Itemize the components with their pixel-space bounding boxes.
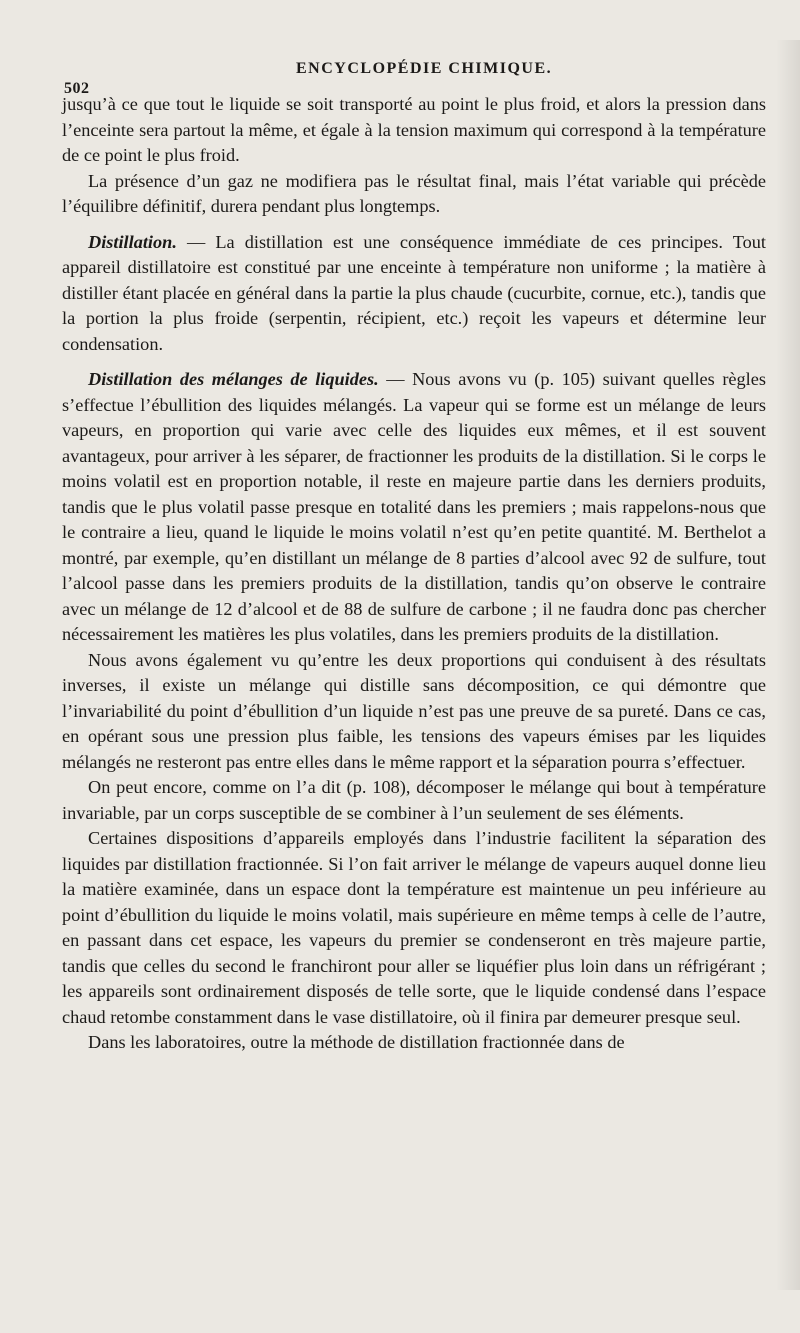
section-title: Distillation.: [88, 231, 177, 252]
section-distillation: Distillation. — La distillation est une conséquence immédiate de ces principes. Tout appareil distillatoire est constitué par une enceinte à température non uniforme ; la matière à distiller étant placée en général dans la partie la plus chaude (cucurbite, cornue, etc.), tandis que la portion la plus froide (serpentin, récipient, etc.) reçoit les vapeurs et détermine leur condensation.: [62, 231, 766, 354]
section-title: Distillation des mélanges de liquides.: [88, 369, 379, 389]
paragraph: On peut encore, comme on l’a dit (p. 108), décomposer le mélange qui bout à température invariable, par un corps susceptible de se combiner à l’un seulement de ses éléments.: [62, 777, 766, 823]
body-text: [62, 92, 766, 1056]
section-distillation-melanges: Distillation des mélanges de liquides. — Nous avons vu (p. 105) suivant quelles règles s’effectue l’ébullition des liquides mélangés. La vapeur qui se forme est un mélange de leurs vapeurs, en proportion qui varie avec celle des liquides eux mêmes, et il est souvent avantageux, pour arriver à les séparer, de fractionner les produits de la distillation. Si le corps le moins volatil est en proportion notable, il reste en majeure partie dans les derniers produits, tandis que le plus volatil passe presque en totalité dans les premiers ; mais rappelons-nous que le contraire a lieu, quand le liquide le moins volatil n’est qu’en petite quantité. M. Berthelot a montré, par exemple, qu’en distillant un mélange de 8 parties d’alcool avec 92 de sulfure, tout l’alcool passe dans les premiers produits de la distillation, tandis qu’on observe le contraire avec un mélange de 12 d’alcool et de 88 de sulfure de carbone ; il ne faudra donc pas chercher nécessairement les matières les plus volatiles, dans les premiers produits de la distillation.: [62, 369, 766, 644]
page-number: 502: [64, 80, 90, 97]
paragraph: La présence d’un gaz ne modifiera pas le résultat final, mais l’état variable qui précède l’équilibre définitif, durera pendant plus longtemps.: [62, 170, 766, 216]
paragraph-continuation: jusqu’à ce que tout le liquide se soit transporté au point le plus froid, et alors la pression dans l’enceinte sera partout la même, et égale à la tension maximum qui correspond à la température de ce point le plus froid.: [62, 94, 766, 165]
paragraph: Dans les laboratoires, outre la méthode de distillation fractionnée dans de: [88, 1032, 625, 1052]
paragraph: Certaines dispositions d’appareils employés dans l’industrie facilitent la séparation des liquides par distillation fractionnée. Si l’on fait arriver le mélange de vapeurs auquel donne lieu la matière examinée, dans un espace dont la température est maintenue un peu inférieure au point d’ébullition du liquide le moins volatil, mais supérieure en même temps à celle de l’autre, en passant dans cet espace, les vapeurs du premier se condenseront en très majeure partie, tandis que celles du second le franchiront pour aller se liquéfier plus loin dans un réfrigérant ; les appareils sont ordinairement disposés de telle sorte, que le liquide condensé dans l’espace chaud retombe constamment dans le vase distillatoire, où il finira par demeurer presque seul.: [62, 828, 766, 1027]
page-header: [64, 52, 764, 97]
paragraph: Nous avons également vu qu’entre les deux proportions qui conduisent à des résultats inverses, il existe un mélange qui distille sans décomposition, ce qui démontre que l’invariabilité du point d’ébullition d’un liquide n’est pas une preuve de sa pureté. Dans ce cas, en opérant sous une pression plus faible, les tensions des vapeurs émises par les liquides mélangés ne resteront pas entre elles dans le même rapport et la séparation pourra s’effectuer.: [62, 649, 766, 772]
running-head: ENCYCLOPÉDIE CHIMIQUE.: [296, 60, 553, 77]
facing-page-bleed: [776, 40, 800, 1290]
